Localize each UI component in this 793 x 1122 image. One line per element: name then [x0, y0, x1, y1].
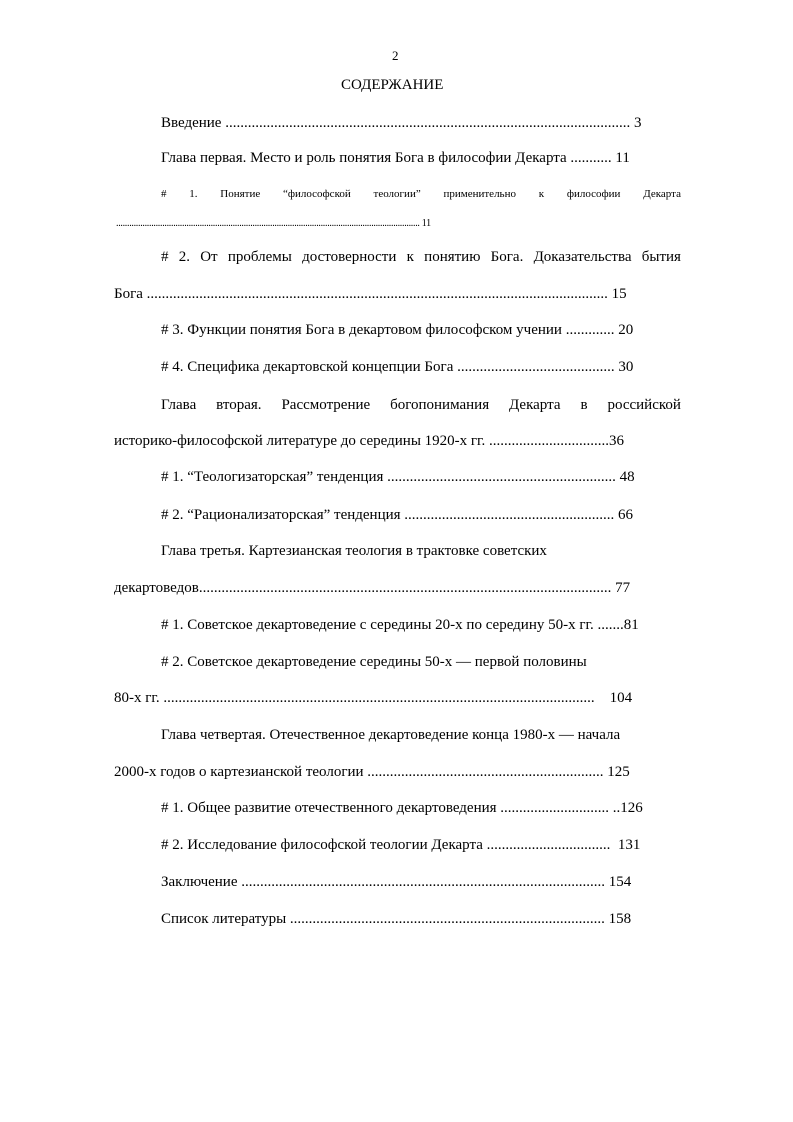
- page-title: СОДЕРЖАНИЕ: [341, 77, 444, 93]
- word: От: [200, 249, 218, 265]
- toc-entry-chapter-3-line2[interactable]: декартоведов.............................................................................................................. 77: [114, 580, 631, 596]
- word: #: [161, 249, 169, 265]
- word: достоверности: [302, 249, 397, 265]
- word: бытия: [641, 249, 681, 265]
- toc-entry-ch1-section-1-line2[interactable]: .......................................................................................................................................... 11: [116, 218, 431, 229]
- toc-entry-ch1-section-2-line2[interactable]: Бога ........................................................................................................................... 15: [114, 286, 627, 302]
- toc-entry-chapter-4-line1[interactable]: Глава четвертая. Отечественное декартоведение конца 1980-х — начала: [161, 727, 621, 743]
- word: Декарта: [509, 397, 561, 413]
- word: философии: [566, 188, 621, 200]
- word: применительно: [443, 188, 516, 200]
- toc-entry-ch2-section-2[interactable]: # 2. “Рационализаторская” тенденция ........................................................ 66: [161, 507, 634, 523]
- word: Декарта: [643, 188, 681, 200]
- word: вторая.: [216, 397, 262, 413]
- word: 2.: [178, 249, 190, 265]
- toc-entry-chapter-3-line1[interactable]: Глава третья. Картезианская теология в трактовке советских: [161, 543, 547, 559]
- toc-entry-ch1-section-1-line1[interactable]: [161, 187, 681, 201]
- toc-entry-ch3-section-2-line1[interactable]: # 2. Советское декартоведение середины 50-х — первой половины: [161, 654, 587, 670]
- word: в: [580, 397, 588, 413]
- word: к: [406, 249, 414, 265]
- word: 1.: [189, 188, 198, 200]
- toc-entry-ch1-section-3[interactable]: # 3. Функции понятия Бога в декартовом философском учении ............. 20: [161, 322, 634, 338]
- page-number: 2: [392, 48, 399, 63]
- toc-entry-intro[interactable]: Введение ............................................................................................................ 3: [161, 115, 642, 131]
- word: Глава: [161, 397, 197, 413]
- word: Доказательства: [533, 249, 632, 265]
- word: Понятие: [220, 188, 261, 200]
- word: Бога.: [490, 249, 524, 265]
- toc-entry-conclusion[interactable]: Заключение ................................................................................................. 154: [161, 874, 632, 890]
- word: “философской: [283, 188, 351, 200]
- toc-entry-ch3-section-2-line2[interactable]: 80-х гг. ................................................................................................................... 104: [114, 690, 633, 706]
- toc-entry-ch2-section-1[interactable]: # 1. “Теологизаторская” тенденция ............................................................. 48: [161, 469, 635, 485]
- word: понятию: [424, 249, 481, 265]
- toc-entry-chapter-4-line2[interactable]: 2000-х годов о картезианской теологии ............................................................... 125: [114, 764, 630, 780]
- word: #: [161, 188, 167, 200]
- toc-entry-ch1-section-2-line1[interactable]: [161, 248, 681, 266]
- toc-entry-chapter-2-line2[interactable]: историко-философской литературе до середины 1920-х гг. ................................36: [114, 433, 625, 449]
- word: к: [538, 188, 545, 200]
- toc-entry-chapter-1[interactable]: Глава первая. Место и роль понятия Бога в философии Декарта ........... 11: [161, 150, 630, 166]
- toc-entry-ch3-section-1[interactable]: # 1. Советское декартоведение с середины 20-х по середину 50-х гг. .......81: [161, 617, 639, 633]
- word: Рассмотрение: [281, 397, 371, 413]
- word: богопонимания: [390, 397, 490, 413]
- toc-entry-ch4-section-1[interactable]: # 1. Общее развитие отечественного декартоведения ............................. ..126: [161, 800, 643, 816]
- word: теологии”: [373, 188, 421, 200]
- toc-entry-bibliography[interactable]: Список литературы .................................................................................... 158: [161, 911, 632, 927]
- toc-entry-chapter-2-line1[interactable]: [161, 396, 681, 414]
- word: российской: [607, 397, 681, 413]
- toc-entry-ch4-section-2[interactable]: # 2. Исследование философской теологии Декарта ................................. 131: [161, 837, 641, 853]
- toc-entry-ch1-section-4[interactable]: # 4. Специфика декартовской концепции Бога .......................................... 30: [161, 359, 634, 375]
- word: проблемы: [227, 249, 292, 265]
